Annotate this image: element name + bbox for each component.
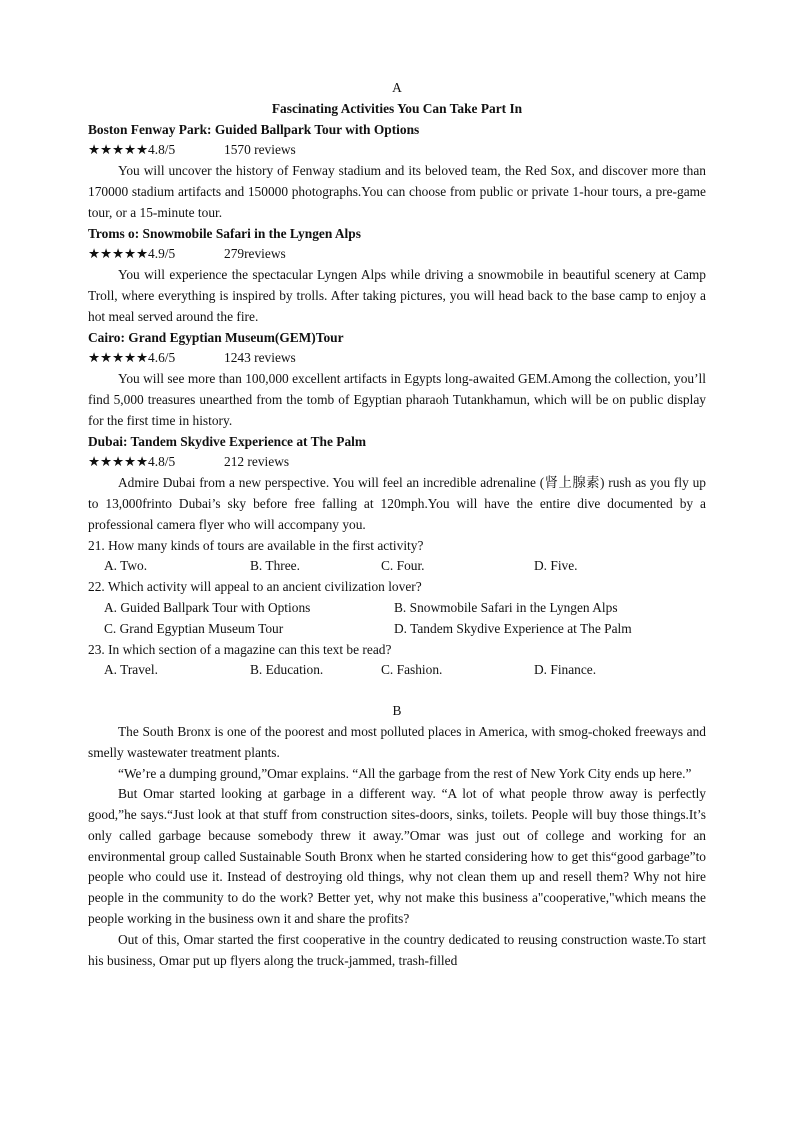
activity-description: Admire Dubai from a new perspective. You will feel an incredible adrenaline (肾上腺素) rush as you fly up to 13,000frinto Dubai’s sky before free falling at 120mph.You will have the entire dive documented by a professional camera flyer who will accompany you. — [88, 475, 706, 532]
option-c: C. Grand Egyptian Museum Tour — [104, 620, 284, 636]
activity-description: You will experience the spectacular Lyngen Alps while driving a snowmobile in beautiful scenery at Camp Troll, where everything is inspired by trolls. After taking pictures, you will head back to the base camp to enjoy a hot meal served around the fire. — [88, 267, 706, 324]
option-c: C. Four. — [381, 558, 425, 574]
question-options — [88, 660, 706, 681]
review-count: 1243 reviews — [224, 350, 296, 366]
activity-rating-row — [88, 348, 706, 369]
option-b: B. Education. — [250, 662, 324, 678]
star-rating: ★★★★★4.8/5 — [88, 454, 176, 470]
star-rating: ★★★★★4.9/5 — [88, 246, 176, 262]
section-b-label: B — [392, 703, 402, 719]
question-stem: 21. How many kinds of tours are available in the first activity? — [88, 537, 424, 553]
option-d: D. Five. — [534, 558, 578, 574]
question-options — [88, 619, 706, 640]
activity-rating-row — [88, 140, 706, 161]
activity-rating-row — [88, 452, 706, 473]
question-options — [88, 598, 706, 619]
option-a: A. Guided Ballpark Tour with Options — [104, 599, 311, 615]
review-count: 279reviews — [224, 246, 286, 262]
activity-description: You will see more than 100,000 excellent artifacts in Egypts long-awaited GEM.Among the collection, you’ll find 5,000 treasures unearthed from the tomb of Egyptian pharaoh Tutankhamun, which will be on public display for the first time in history. — [88, 371, 706, 428]
passage-paragraph: Out of this, Omar started the first cooperative in the country dedicated to reusing construction waste.To start his business, Omar put up flyers along the truck-jammed, trash-filled — [88, 931, 706, 968]
activity-heading: Boston Fenway Park: Guided Ballpark Tour with Options — [88, 121, 420, 137]
option-d: D. Tandem Skydive Experience at The Palm — [394, 620, 632, 636]
option-a: A. Travel. — [104, 662, 158, 678]
passage-paragraph: But Omar started looking at garbage in a different way. “A lot of what people throw away is perfectly good,”he says.“Just look at that stuff from construction sites-doors, sinks, toilets. People will buy those things.It’s only called garbage because somebody threw it away.”Omar was just out of college and working for an environmental group called Sustainable South Bronx when he started considering how to get this“good garbage”to people who could use it. Instead of destroying old things, why not clean them up and resell them? Why not hire people in the community to do the work? Better yet, why not make this business a"cooperative,"which means the people working in the business own it and share the profits? — [88, 786, 706, 927]
passage-title: Fascinating Activities You Can Take Part In — [271, 100, 523, 116]
star-rating: ★★★★★4.8/5 — [88, 142, 176, 158]
question-options — [88, 556, 706, 577]
activity-heading: Cairo: Grand Egyptian Museum(GEM)Tour — [88, 329, 344, 345]
review-count: 212 reviews — [224, 454, 290, 470]
passage-paragraph: The South Bronx is one of the poorest and most polluted places in America, with smog-choked freeways and smelly wastewater treatment plants. — [88, 723, 706, 760]
activity-heading: Dubai: Tandem Skydive Experience at The Palm — [88, 433, 367, 449]
question-stem: 23. In which section of a magazine can this text be read? — [88, 641, 392, 657]
activity-heading: Troms o: Snowmobile Safari in the Lyngen Alps — [88, 225, 361, 241]
activity-rating-row — [88, 244, 706, 265]
review-count: 1570 reviews — [224, 142, 296, 158]
option-b: B. Snowmobile Safari in the Lyngen Alps — [394, 599, 618, 615]
section-a-label: A — [392, 80, 402, 95]
section-spacer — [88, 681, 706, 701]
question-stem: 22. Which activity will appeal to an ancient civilization lover? — [88, 579, 422, 595]
star-rating: ★★★★★4.6/5 — [88, 350, 176, 366]
option-a: A. Two. — [104, 558, 148, 574]
option-c: C. Fashion. — [381, 662, 443, 678]
document-page — [88, 78, 706, 971]
option-b: B. Three. — [250, 558, 300, 574]
passage-paragraph: “We’re a dumping ground,”Omar explains. “All the garbage from the rest of New York City ends up here.” — [118, 765, 692, 781]
option-d: D. Finance. — [534, 662, 597, 678]
activity-description: You will uncover the history of Fenway stadium and its beloved team, the Red Sox, and discover more than 170000 stadium artifacts and 150000 photographs.You can choose from public or private 1-hour tours, a pre-game tour, or a 15-minute tour. — [88, 163, 706, 220]
